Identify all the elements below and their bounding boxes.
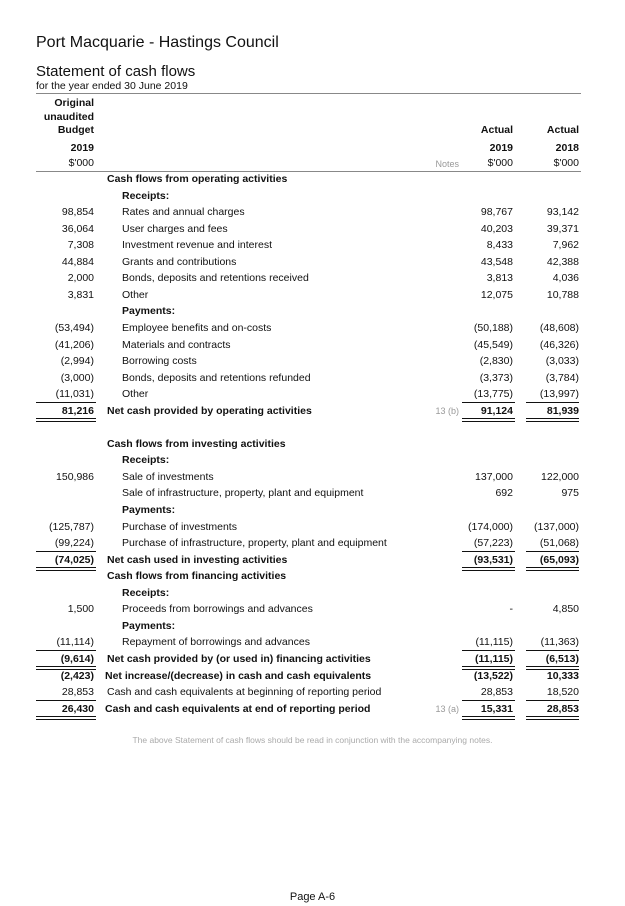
subheading (0, 619, 625, 634)
row-label: Bonds, deposits and retentions refunded (122, 371, 311, 384)
row-label: Payments: (122, 619, 176, 632)
actual-2018-value: (65,093) (539, 553, 579, 566)
row-label: Bonds, deposits and retentions received (122, 272, 309, 285)
table-row (0, 685, 625, 700)
budget-header-unit: $'000 (68, 157, 94, 169)
actual-2019-value: (11,115) (475, 636, 513, 649)
actual-2019-value: (3,373) (479, 371, 513, 384)
budget-value: 81,216 (61, 404, 94, 417)
page-number: Page A-6 (289, 891, 336, 903)
row-label: Employee benefits and on-costs (122, 321, 272, 334)
actual-2019-value: - (509, 603, 513, 616)
actual-2019-unit: $'000 (487, 157, 513, 169)
actual-2019-value: 8,433 (486, 239, 513, 252)
actual-2019-label: Actual (480, 124, 513, 136)
budget-value: (2,994) (60, 355, 94, 368)
actual-2019-value: (93,531) (473, 553, 513, 566)
actual-2019-value: (57,223) (473, 537, 513, 550)
actual-2019-value: 40,203 (480, 222, 513, 235)
table-row (0, 470, 625, 485)
table-row (0, 222, 625, 237)
actual-2018-value: (137,000) (534, 520, 579, 533)
budget-value: 150,986 (56, 470, 94, 483)
row-label: Purchase of infrastructure, property, plant and equipment (122, 537, 387, 550)
actual-2018-value: 81,939 (546, 404, 579, 417)
actual-2018-value: 122,000 (541, 470, 579, 483)
table-row (0, 387, 625, 402)
row-label: Net increase/(decrease) in cash and cash equivalents (105, 669, 372, 682)
total-row (0, 702, 625, 717)
budget-value: 2,000 (67, 272, 94, 285)
actual-2018-value: 28,853 (546, 702, 579, 715)
actual-2019-value: 137,000 (475, 470, 513, 483)
actual-2018-value: 18,520 (546, 686, 579, 699)
subheading (0, 189, 625, 204)
table-row (0, 255, 625, 270)
actual-2018-value: 7,962 (552, 239, 579, 252)
actual-2019-value: 3,813 (486, 272, 513, 285)
row-label: Materials and contracts (122, 338, 231, 351)
table-row (0, 354, 625, 369)
actual-2018-value: (6,513) (545, 652, 579, 665)
row-label: Borrowing costs (122, 355, 197, 368)
row-label: Cash and cash equivalents at beginning of reporting period (107, 686, 382, 699)
actual-2019-value: 43,548 (480, 255, 513, 268)
row-label: Cash flows from investing activities (107, 437, 286, 450)
row-label: Net cash provided by (or used in) financing activities (107, 652, 371, 665)
budget-value: 3,831 (67, 288, 94, 301)
row-label: Sale of investments (122, 470, 214, 483)
actual-2019-value: 91,124 (480, 404, 513, 417)
actual-2018-value: (46,326) (539, 338, 579, 351)
actual-2018-value: 93,142 (546, 206, 579, 219)
budget-value: 1,500 (67, 603, 94, 616)
budget-value: 44,884 (61, 255, 94, 268)
row-label: Net cash used in investing activities (107, 553, 288, 566)
row-label: Payments: (122, 504, 176, 516)
actual-2018-value: (13,997) (539, 388, 579, 401)
actual-2019-value: (11,115) (475, 652, 513, 665)
actual-2018-value: 42,388 (546, 255, 579, 268)
budget-value: 36,064 (61, 222, 94, 235)
budget-value: 28,853 (61, 686, 94, 699)
budget-value: (53,494) (54, 321, 94, 334)
actual-2019-value: 15,331 (480, 702, 513, 715)
actual-2018-value: (3,784) (545, 371, 579, 384)
row-label: Sale of infrastructure, property, plant and equipment (122, 487, 364, 500)
total-row (0, 652, 625, 667)
actual-2018-value: 10,333 (546, 669, 579, 682)
budget-header-line1: Original (54, 97, 94, 109)
actual-2019-value: 692 (495, 487, 513, 500)
row-label: Receipts: (122, 454, 170, 467)
actual-2019-value: (174,000) (468, 520, 513, 533)
section-heading (0, 569, 625, 584)
row-label: User charges and fees (122, 222, 228, 235)
budget-value: 26,430 (61, 702, 94, 715)
header-rule (36, 93, 581, 94)
row-label: Cash flows from financing activities (107, 570, 287, 583)
table-row (0, 520, 625, 535)
double-underline (462, 716, 515, 720)
statement-title: Statement of cash flows (36, 63, 196, 80)
actual-2019-value: (2,830) (479, 355, 513, 368)
section-heading (0, 172, 625, 187)
budget-value: 98,854 (61, 206, 94, 219)
budget-value: (11,031) (55, 388, 94, 401)
actual-2018-value: 975 (561, 487, 579, 500)
subheading (0, 453, 625, 468)
actual-2018-value: 10,788 (546, 288, 579, 301)
actual-2019-value: 98,767 (480, 206, 513, 219)
table-row (0, 486, 625, 501)
double-underline (36, 716, 96, 720)
total-row (0, 404, 625, 419)
budget-value: (3,000) (60, 371, 94, 384)
actual-2018-label: Actual (546, 124, 579, 136)
actual-2019-year: 2019 (489, 142, 513, 154)
actual-2018-value: (11,363) (540, 636, 579, 649)
budget-value: (2,423) (60, 669, 94, 682)
actual-2018-value: (48,608) (539, 321, 579, 334)
actual-2019-value: (13,522) (473, 669, 513, 682)
budget-header-year: 2019 (70, 142, 94, 154)
spacer-row (0, 420, 625, 435)
row-label: Repayment of borrowings and advances (122, 636, 310, 649)
actual-2019-value: (45,549) (473, 338, 513, 351)
row-label: Proceeds from borrowings and advances (122, 603, 313, 616)
actual-2018-value: 4,036 (552, 272, 579, 285)
statement-period: for the year ended 30 June 2019 (36, 80, 188, 92)
table-row (0, 288, 625, 303)
section-heading (0, 437, 625, 452)
actual-2019-value: (13,775) (473, 388, 513, 401)
subheading (0, 503, 625, 518)
actual-2019-value: 28,853 (480, 686, 513, 699)
table-row (0, 371, 625, 386)
actual-2019-value: 12,075 (480, 288, 513, 301)
row-label: Other (122, 288, 149, 301)
row-label: Receipts: (122, 189, 170, 202)
subheading (0, 586, 625, 601)
budget-value: (99,224) (54, 537, 94, 550)
table-row (0, 271, 625, 286)
row-label: Other (122, 388, 149, 401)
table-row (0, 635, 625, 650)
total-row (0, 669, 625, 684)
table-row (0, 536, 625, 551)
subheading (0, 304, 625, 319)
table-row (0, 238, 625, 253)
row-label: Purchase of investments (122, 520, 237, 533)
actual-2018-value: 4,850 (552, 603, 579, 616)
budget-value: (9,614) (60, 652, 94, 665)
table-row (0, 321, 625, 336)
row-label: Net cash provided by operating activities (107, 404, 312, 417)
row-label: Payments: (122, 305, 176, 318)
total-row (0, 553, 625, 568)
note-ref: 13 (a) (435, 703, 459, 714)
budget-value: 7,308 (67, 239, 94, 252)
actual-2018-unit: $'000 (553, 157, 579, 169)
budget-value: (74,025) (54, 553, 94, 566)
footnote: The above Statement of cash flows should be read in conjunction with the accompanying notes. (132, 735, 493, 745)
row-label: Receipts: (122, 586, 170, 599)
row-label: Grants and contributions (122, 255, 237, 268)
double-underline (526, 716, 579, 720)
table-row (0, 602, 625, 617)
budget-header-line2: unaudited (43, 111, 94, 123)
note-ref: 13 (b) (435, 405, 459, 416)
notes-header: Notes (435, 159, 459, 169)
actual-2018-value: 39,371 (546, 222, 579, 235)
row-label: Rates and annual charges (122, 206, 245, 219)
row-label: Investment revenue and interest (122, 239, 273, 252)
budget-header-line3: Budget (57, 124, 94, 136)
budget-value: (125,787) (49, 520, 94, 533)
organisation-name: Port Macquarie - Hastings Council (36, 34, 279, 51)
budget-value: (41,206) (54, 338, 94, 351)
table-row (0, 338, 625, 353)
row-label: Cash and cash equivalents at end of reporting period (105, 702, 371, 715)
budget-value: (11,114) (56, 636, 94, 649)
actual-2019-value: (50,188) (473, 321, 513, 334)
actual-2018-year: 2018 (555, 142, 579, 154)
actual-2018-value: (51,068) (539, 537, 579, 550)
table-row (0, 205, 625, 220)
row-label: Cash flows from operating activities (107, 173, 288, 185)
actual-2018-value: (3,033) (545, 355, 579, 368)
